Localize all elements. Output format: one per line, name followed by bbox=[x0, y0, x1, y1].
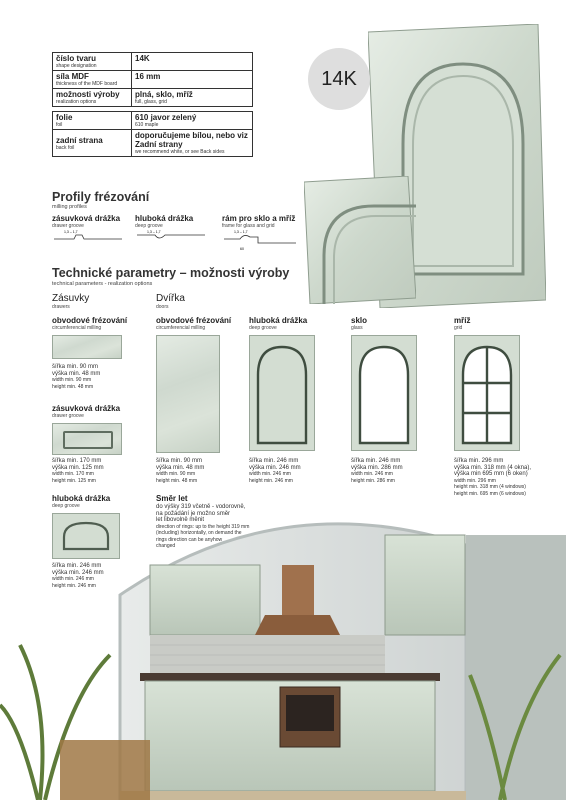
door-caption bbox=[454, 458, 531, 497]
profile-drawer-groove bbox=[52, 214, 124, 243]
spec-row bbox=[53, 89, 253, 107]
ring-line-en: rings direction can be anyhow bbox=[156, 536, 223, 543]
profile-dims-2: 60 bbox=[240, 247, 244, 251]
cap-line: výška min. 246 mm bbox=[249, 464, 301, 471]
option-label: obvodové frézování bbox=[52, 316, 128, 325]
spec-value-sub: 610 maple bbox=[135, 122, 159, 128]
cap-line-en: height min. 286 mm bbox=[351, 477, 395, 484]
profile-dims: 1,3 – 1,7 bbox=[234, 230, 248, 234]
option-label: hluboká drážka bbox=[52, 494, 111, 503]
kitchen-photo bbox=[0, 505, 566, 800]
ring-line-en: changed bbox=[156, 543, 176, 549]
cap-line: šířka min. 246 mm bbox=[249, 458, 299, 464]
option-sub: circumferencial milling bbox=[52, 325, 102, 331]
cap-line: výška min. 286 mm bbox=[351, 464, 403, 471]
profiles-title: Profily frézování bbox=[52, 190, 150, 204]
cap-line: výška min. 48 mm bbox=[156, 464, 205, 471]
profiles-subtitle: milling profiles bbox=[52, 204, 87, 210]
cap-line-en: width min. 246 mm bbox=[351, 471, 393, 477]
door-option-glass bbox=[351, 316, 367, 331]
door-option-circumferential bbox=[156, 316, 231, 331]
option-sub: deep groove bbox=[52, 503, 80, 509]
cap-line: výška min. 48 mm bbox=[52, 370, 101, 377]
drawers-heading bbox=[52, 293, 89, 310]
spec-sub: foil bbox=[56, 122, 63, 128]
ring-line: let libovolně měnit bbox=[156, 517, 205, 523]
door-option-grid bbox=[454, 316, 470, 331]
cap-line-en: width min. 296 mm bbox=[454, 477, 496, 484]
cap-line-en: height min. 125 mm bbox=[52, 477, 96, 484]
option-label: zásuvková drážka bbox=[52, 404, 121, 413]
spec-row bbox=[53, 71, 253, 89]
spec-label: síla MDF bbox=[56, 72, 89, 81]
ring-line: na požádání je možno směr bbox=[156, 510, 231, 517]
cap-line: výška min. 125 mm bbox=[52, 464, 104, 471]
drawer-caption bbox=[52, 458, 104, 484]
profile-label: hluboká drážka bbox=[135, 214, 194, 223]
ring-title: Směr let bbox=[156, 494, 188, 503]
spec-value: 16 mm bbox=[135, 72, 161, 81]
cap-line: šířka min. 296 mm bbox=[454, 458, 504, 464]
spec-sub: shape designation bbox=[56, 63, 97, 69]
door-caption bbox=[351, 458, 403, 484]
cap-line-en: height min. 695 mm (6 windows) bbox=[454, 490, 526, 497]
option-label: sklo bbox=[351, 316, 368, 325]
ring-line-en: direction of rings: up to the height 319 mm bbox=[156, 523, 250, 530]
cap-line: výška min. 318 mm (4 okna), bbox=[454, 464, 532, 471]
drawer-caption bbox=[52, 364, 100, 390]
cap-line-en: width min. 246 mm bbox=[249, 471, 291, 477]
spec-value: doporučujeme bílou, nebo viz Zadní strany bbox=[135, 131, 248, 149]
door-sample-glass bbox=[351, 335, 417, 451]
drawers-sub: drawers bbox=[52, 304, 70, 310]
spec-value-sub: full, glass, grid bbox=[135, 99, 167, 105]
option-sub: deep groove bbox=[249, 325, 277, 331]
door-caption bbox=[249, 458, 301, 484]
cap-line: výška min. 246 mm bbox=[52, 569, 104, 576]
option-label: obvodové frézování bbox=[156, 316, 232, 325]
spec-value: 14K bbox=[135, 54, 150, 63]
shape-badge bbox=[308, 48, 370, 110]
technical-subtitle: technical parameters - realization options bbox=[52, 281, 153, 287]
profile-label: rám pro sklo a mříž bbox=[222, 214, 296, 223]
drawers-title: Zásuvky bbox=[52, 293, 90, 304]
cap-line: šířka min. 246 mm bbox=[351, 458, 401, 464]
drawer-sample-plain bbox=[52, 335, 122, 359]
profile-sub: deep groove bbox=[135, 223, 163, 229]
profile-label: zásuvková drážka bbox=[52, 214, 121, 223]
spec-row bbox=[53, 112, 253, 130]
profile-frame-diagram bbox=[222, 229, 298, 251]
option-sub: glass bbox=[351, 325, 363, 331]
spec-value-sub: we recommend white, or see Back sides bbox=[135, 149, 225, 155]
spec-sub: back foil bbox=[56, 144, 75, 151]
cap-line-en: width min. 246 mm bbox=[52, 576, 94, 582]
option-sub: drawer groove bbox=[52, 413, 84, 419]
cap-line: šířka min. 90 mm bbox=[156, 458, 203, 464]
option-sub: circumferencial milling bbox=[156, 325, 206, 331]
cap-line-en: height min. 48 mm bbox=[156, 477, 198, 484]
cap-line-en: height min. 246 mm bbox=[52, 582, 96, 589]
doors-heading bbox=[156, 293, 185, 310]
cap-line-en: width min. 90 mm bbox=[156, 471, 196, 477]
spec-row bbox=[53, 130, 253, 157]
spec-label: možnosti výroby bbox=[56, 90, 120, 99]
profile-drawer-groove-diagram bbox=[52, 229, 124, 243]
cap-line-en: height min. 48 mm bbox=[52, 383, 94, 390]
spec-value: plná, sklo, mříž bbox=[135, 90, 193, 99]
doors-sub: doors bbox=[156, 304, 169, 310]
spec-table bbox=[52, 52, 253, 157]
drawer-option-circumferential bbox=[52, 316, 127, 331]
spec-label: zadní strana bbox=[56, 135, 103, 145]
spec-label: folie bbox=[56, 113, 73, 122]
cap-line-en: width min. 170 mm bbox=[52, 471, 94, 477]
profile-sub: drawer groove bbox=[52, 223, 84, 229]
door-sample-deep-groove bbox=[249, 335, 315, 451]
spec-label: číslo tvaru bbox=[56, 54, 97, 63]
door-caption bbox=[156, 458, 204, 484]
cap-line: šířka min. 170 mm bbox=[52, 458, 102, 464]
cap-line-en: height min. 318 mm (4 windows) bbox=[454, 484, 526, 490]
option-label: mříž bbox=[454, 316, 471, 325]
profile-deep-groove bbox=[135, 214, 207, 243]
ring-line: do výšky 319 včetně - vodorovně, bbox=[156, 504, 246, 510]
drawer-sample-groove bbox=[52, 423, 122, 455]
door-sample-plain bbox=[156, 335, 220, 453]
spec-sub: thickness of the MDF board bbox=[56, 81, 118, 87]
spec-value: 610 javor zelený bbox=[135, 113, 197, 122]
drawer-option-groove bbox=[52, 404, 120, 419]
door-option-deep-groove bbox=[249, 316, 307, 331]
shape-badge-text: 14K bbox=[321, 67, 357, 90]
cap-line: výška min 695 mm (6 oken) bbox=[454, 471, 528, 477]
profile-frame bbox=[222, 214, 298, 251]
cap-line: šířka min. 246 mm bbox=[52, 563, 102, 569]
profile-deep-groove-diagram bbox=[135, 229, 207, 243]
door-sample-small bbox=[304, 176, 416, 304]
spec-row bbox=[53, 53, 253, 71]
doors-title: Dvířka bbox=[156, 293, 185, 304]
ring-line-en: (including) horizontally, on demand the bbox=[156, 530, 242, 536]
option-sub: grid bbox=[454, 325, 463, 331]
technical-title: Technické parametry – možnosti výroby bbox=[52, 266, 290, 280]
cap-line-en: height min. 246 mm bbox=[249, 477, 293, 484]
profile-dims: 1,3 – 1,7 bbox=[147, 230, 161, 234]
door-sample-grid bbox=[454, 335, 520, 451]
spec-sub: realization options bbox=[56, 99, 97, 105]
profile-dims: 1,3 – 1,7 bbox=[64, 230, 78, 234]
cap-line-en: width min. 90 mm bbox=[52, 377, 92, 383]
cap-line: šířka min. 90 mm bbox=[52, 364, 99, 370]
profile-sub: frame for glass and grid bbox=[222, 223, 275, 229]
option-label: hluboká drážka bbox=[249, 316, 308, 325]
